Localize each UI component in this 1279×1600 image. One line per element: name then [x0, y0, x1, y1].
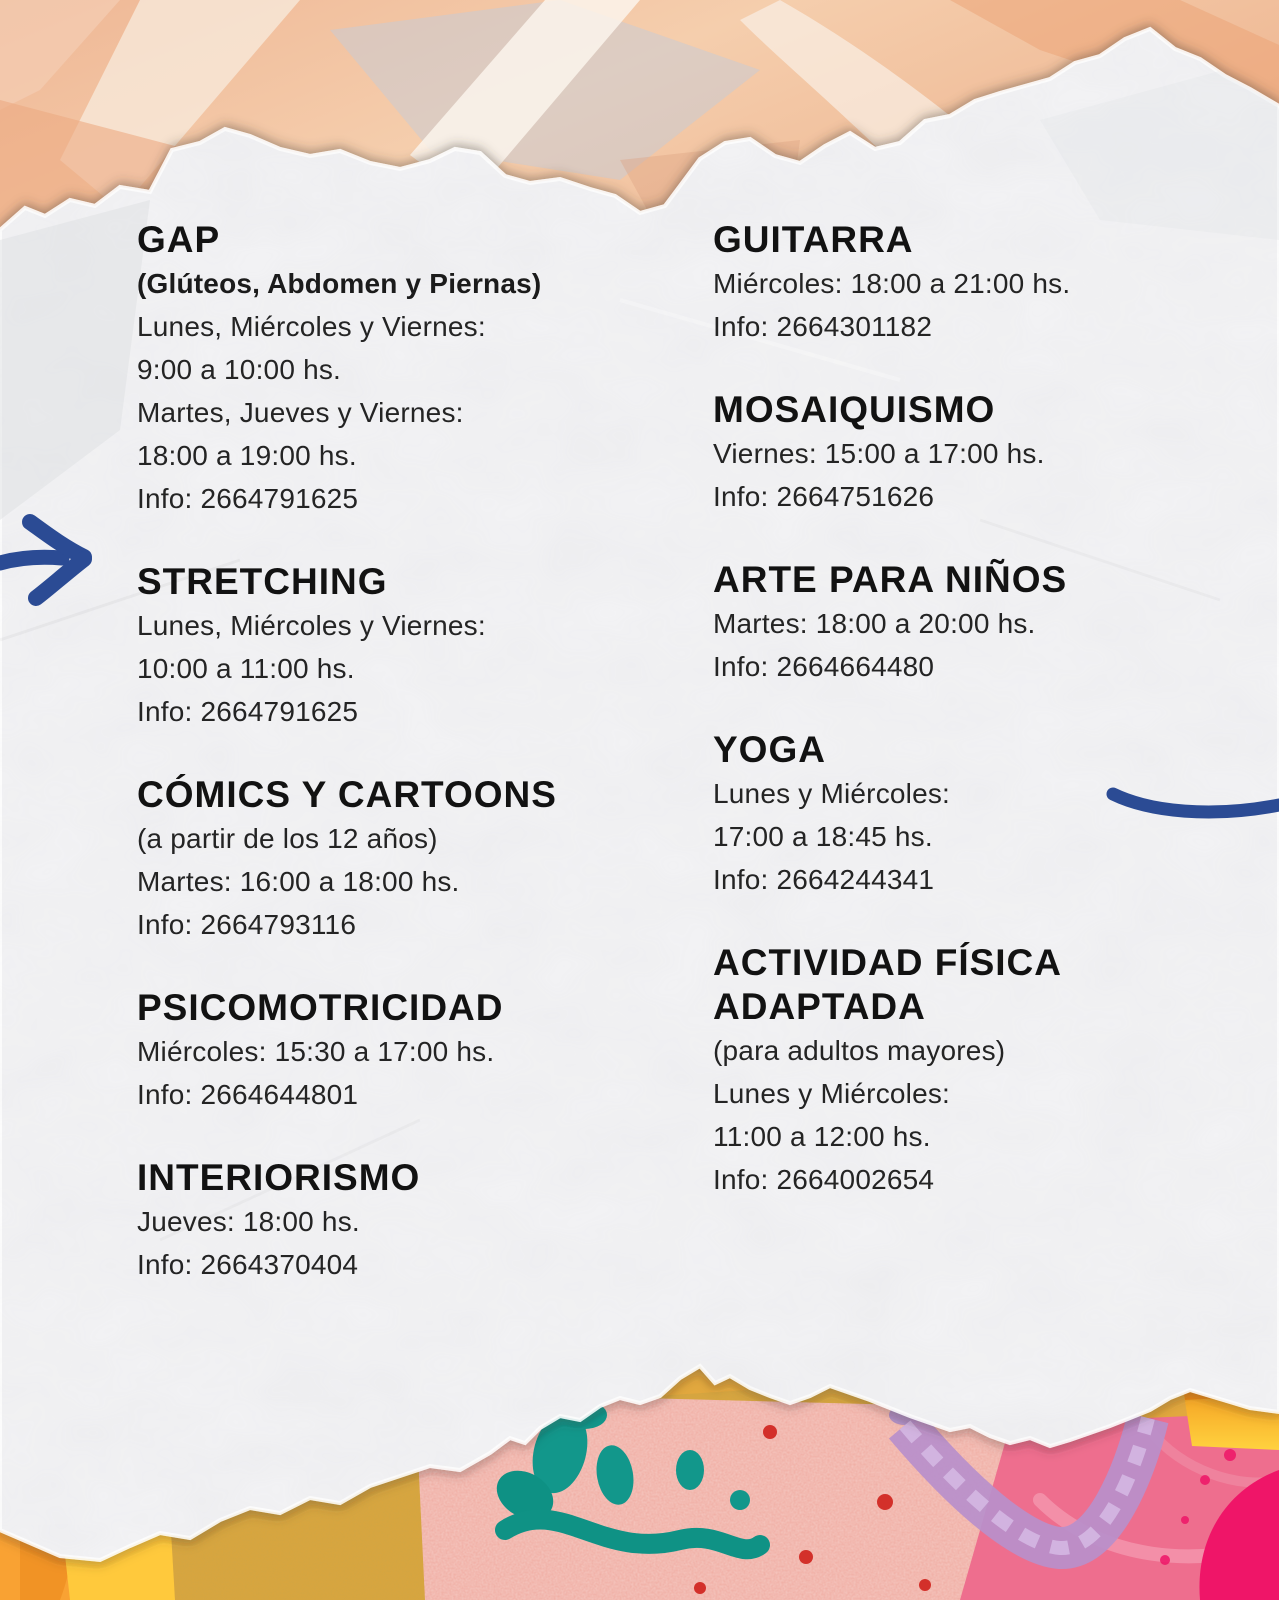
activity-title: MOSAIQUISMO — [713, 389, 996, 430]
activity-line: Info: 2664751626 — [713, 481, 935, 512]
activity-title: GAP — [137, 219, 221, 260]
activity-section — [713, 728, 1173, 901]
activity-title: GUITARRA — [713, 219, 914, 260]
activity-section — [713, 558, 1173, 688]
activity-line: Lunes y Miércoles: — [713, 778, 951, 809]
activity-line: 17:00 a 18:45 hs. — [713, 821, 933, 852]
activity-line: Miércoles: 15:30 a 17:00 hs. — [137, 1036, 495, 1067]
activity-line: Martes: 18:00 a 20:00 hs. — [713, 608, 1036, 639]
activity-line: Lunes y Miércoles: — [713, 1078, 951, 1109]
activity-title: CÓMICS Y CARTOONS — [137, 774, 557, 815]
activity-section — [713, 218, 1173, 348]
activity-section — [137, 560, 637, 733]
activity-section — [137, 1156, 637, 1286]
activity-line: Info: 2664664480 — [713, 651, 935, 682]
activity-subtitle: (Glúteos, Abdomen y Piernas) — [137, 268, 542, 299]
activity-line: Info: 2664791625 — [137, 483, 359, 514]
activity-line: Jueves: 18:00 hs. — [137, 1206, 360, 1237]
activities-column-left — [137, 218, 637, 1326]
activity-line: Info: 2664301182 — [713, 311, 933, 342]
activity-line: Info: 2664370404 — [137, 1249, 359, 1280]
activity-title: INTERIORISMO — [137, 1157, 421, 1198]
activity-title: PSICOMOTRICIDAD — [137, 987, 504, 1028]
activity-line: (para adultos mayores) — [713, 1035, 1006, 1066]
activity-section — [137, 218, 637, 520]
activity-line: Info: 2664644801 — [137, 1079, 359, 1110]
activity-title: ARTE PARA NIÑOS — [713, 559, 1068, 600]
activity-line: Info: 2664793116 — [137, 909, 357, 940]
activity-line: Martes: 16:00 a 18:00 hs. — [137, 866, 460, 897]
activity-title: ACTIVIDAD FÍSICA ADAPTADA — [713, 942, 1061, 1027]
activity-line: Miércoles: 18:00 a 21:00 hs. — [713, 268, 1071, 299]
activity-section — [137, 773, 637, 946]
activities-column-right — [713, 218, 1173, 1241]
activity-line: 18:00 a 19:00 hs. — [137, 440, 357, 471]
activity-line: (a partir de los 12 años) — [137, 823, 438, 854]
activity-line: 10:00 a 11:00 hs. — [137, 653, 355, 684]
activity-line: Lunes, Miércoles y Viernes: — [137, 610, 486, 641]
activity-title: STRETCHING — [137, 561, 388, 602]
activity-line: Lunes, Miércoles y Viernes: — [137, 311, 486, 342]
activity-section — [713, 941, 1173, 1201]
activity-section — [713, 388, 1173, 518]
activity-line: Viernes: 15:00 a 17:00 hs. — [713, 438, 1045, 469]
activity-section — [137, 986, 637, 1116]
activity-line: Info: 2664244341 — [713, 864, 935, 895]
activity-line: 11:00 a 12:00 hs. — [713, 1121, 931, 1152]
activity-title: YOGA — [713, 729, 826, 770]
activity-line: Info: 2664791625 — [137, 696, 359, 727]
activity-line: Martes, Jueves y Viernes: — [137, 397, 464, 428]
activity-line: Info: 2664002654 — [713, 1164, 935, 1195]
activity-line: 9:00 a 10:00 hs. — [137, 354, 342, 385]
